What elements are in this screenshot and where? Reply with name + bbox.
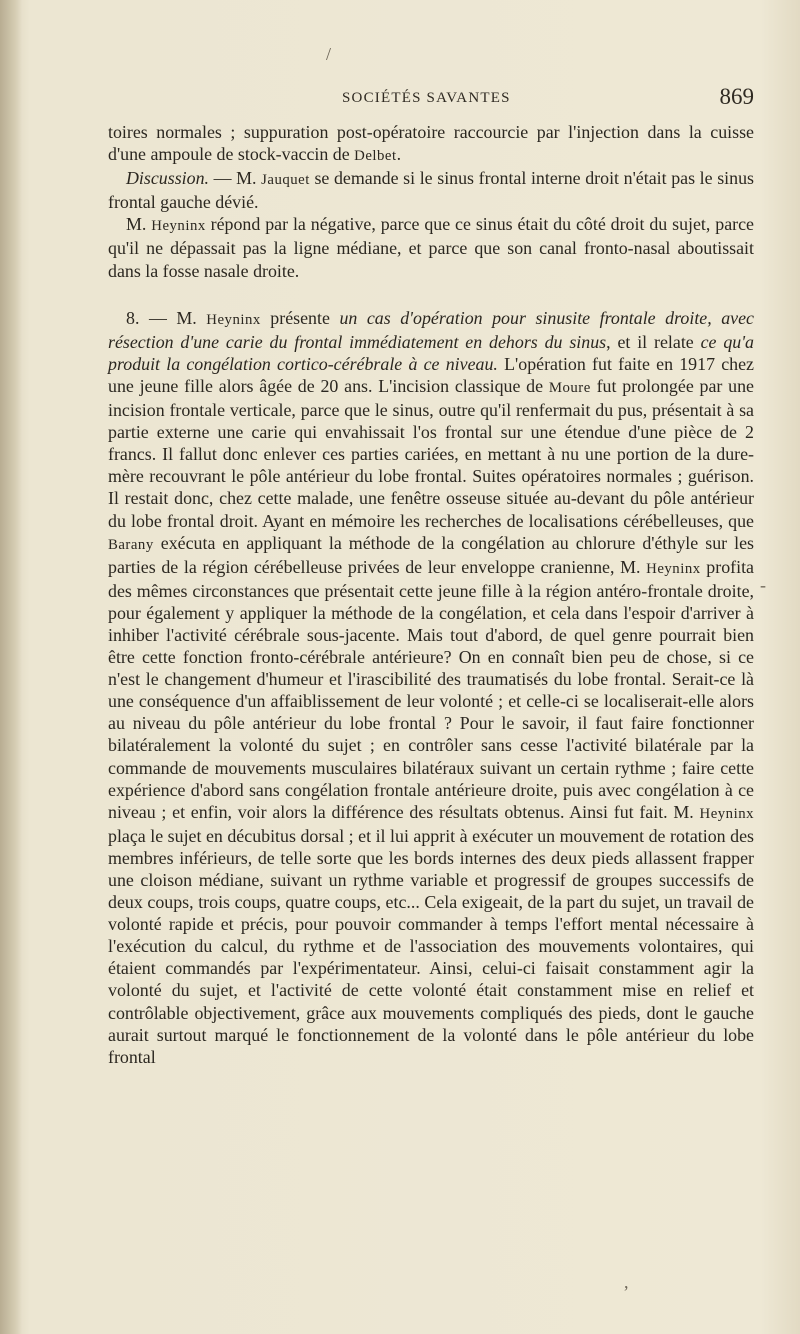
relates-italic-text: ce qu'a produit la congélation cortico-cérébrale à ce niveau. bbox=[108, 331, 754, 374]
author-name-heyninx: Heyninx bbox=[151, 218, 206, 235]
body-text-e: plaça le sujet en décubitus dorsal ; et il lui apprit à exécuter un mouvement de rotation des membres inférieurs, de telle sorte que les bords internes des deux pieds allassent frapper une cloison médiane, suivant un rythme variable et progressif de groupes successifs de deux coups, trois coups, quatre coups, etc... Cela exigeait, de la part du sujet, un travail de volonté rapide et précis, pour pouvoir commander à temps l'effort mental nécessaire à l'exécution du calcul, du rythme et de l'association des mouvements volontaires, qui étaient commandés par l'expérimentateur. Ainsi, celui-ci faisait constamment agir la volonté du sujet, et l'activité de cette volonté était constamment mise en relief et contrôlable objectivement, grâce aux mouvements compliqués des pieds, dont le gauche aurait surtout marqué le fonctionnement de la volonté dans le pôle antérieur du lobe frontal bbox=[108, 825, 754, 1067]
discussion-dash: — M. bbox=[209, 168, 262, 189]
author-name-barany: Barany bbox=[108, 536, 154, 553]
paragraph-communication-8 bbox=[108, 307, 754, 1068]
presents-text: présente bbox=[260, 307, 340, 328]
communication-title: un cas d'opération pour sinusite frontale droite, avec résection d'une carie du frontal immédiatement en dehors du sinus bbox=[108, 307, 755, 352]
reply-start: M. bbox=[126, 214, 152, 235]
body-text-c: exécuta en appliquant la méthode de la congélation au chlorure d'éthyle sur les parties de la région cérébelleuse privées de leur enveloppe cranienne, M. bbox=[108, 532, 754, 577]
item-number: 8. — M. bbox=[126, 307, 207, 328]
paragraph-1-text: toires normales ; suppuration post-opératoire raccourcie par l'injection dans la cuisse d'une ampoule de stock-vaccin de bbox=[108, 122, 754, 165]
body-text-a: L'opération fut faite en 1917 chez une jeune fille alors âgée de 20 ans. L'incision classique de bbox=[108, 353, 754, 396]
paragraph-reply bbox=[108, 213, 754, 281]
author-name-moure: Moure bbox=[548, 379, 591, 396]
reply-text: répond par la négative, parce que ce sinus était du côté droit du sujet, parce qu'il ne dépassait pas la ligne médiane, et parce que son canal fronto-nasal aboutissait dans la fosse nasale droite. bbox=[108, 214, 754, 281]
body-text-b: fut prolongée par une incision frontale verticale, parce que le sinus, outre qu'il renfermait du pus, présentait à sa partie externe une carie qui envahissait l'os frontal sur une étendue d'une pièce de 2 francs. Il fallut donc enlever ces parties cariées, en mettant à nu une portion de la dure-mère recouvrant le pôle antérieur du lobe frontal. Suites opératoires normales ; guérison. Il restait donc, chez cette malade, une fenêtre osseuse située au-devant du pôle antérieur du lobe frontal droit. Ayant en mémoire les recherches de localisations cérébelleuses, que bbox=[108, 375, 754, 531]
author-name-delbet: Delbet bbox=[354, 148, 397, 165]
author-name-heyninx: Heyninx bbox=[206, 311, 261, 328]
author-name-heyninx-2: Heyninx bbox=[646, 560, 701, 577]
page-number: 869 bbox=[719, 84, 754, 109]
paragraph-spacer bbox=[108, 282, 754, 307]
page-header bbox=[108, 84, 754, 114]
paragraph-1-end: . bbox=[396, 144, 402, 165]
discussion-label: Discussion. bbox=[126, 168, 209, 189]
paragraph-continued bbox=[108, 121, 754, 167]
relates-text: , et il relate bbox=[606, 331, 701, 352]
body-text-d: profita des mêmes circonstances que présentait cette jeune fille à la région antéro-frontale droite, pour également y appliquer la méthode de la congélation, et cela dans l'espoir d'arriver à inhiber l'activité cérébrale sous-jacente. Mais tout d'abord, de quel genre pourrait bien être cette fonction fronto-cérébrale antérieure? On en connaît bien peu de chose, si ce n'est le changement d'humeur et l'irascibilité des traumatisés du lobe frontal. Serait-ce là une conséquence d'un affaiblissement de leur volonté ; et celle-ci se localiserait-elle alors au niveau du pôle antérieur du lobe frontal ? Pour le savoir, il faut faire fonctionner bilatéralement la volonté du sujet ; en contrôler sans cesse l'activité bilatérale par la commande de mouvements musculaires bilatéraux suivant un certain rythme ; faire cette expérience d'abord sans congélation frontale antérieure droite, puis avec congélation à ce niveau ; et enfin, voir alors la différence des résultats obtenus. Ainsi fut fait. M. bbox=[108, 556, 754, 822]
author-name-jauquet: Jauquet bbox=[261, 172, 310, 189]
binding-gutter-shadow bbox=[0, 0, 22, 1334]
body-text bbox=[108, 121, 754, 1068]
scan-speck: / bbox=[326, 44, 332, 64]
author-name-heyninx-3: Heyninx bbox=[699, 805, 754, 822]
discussion-text: se demande si le sinus frontal interne droit n'était pas le sinus frontal gauche dévié. bbox=[108, 168, 754, 213]
margin-mark: - bbox=[760, 575, 766, 595]
running-head: SOCIÉTÉS SAVANTES bbox=[342, 90, 511, 106]
paragraph-discussion bbox=[108, 167, 754, 213]
scan-speck: , bbox=[624, 1272, 629, 1292]
